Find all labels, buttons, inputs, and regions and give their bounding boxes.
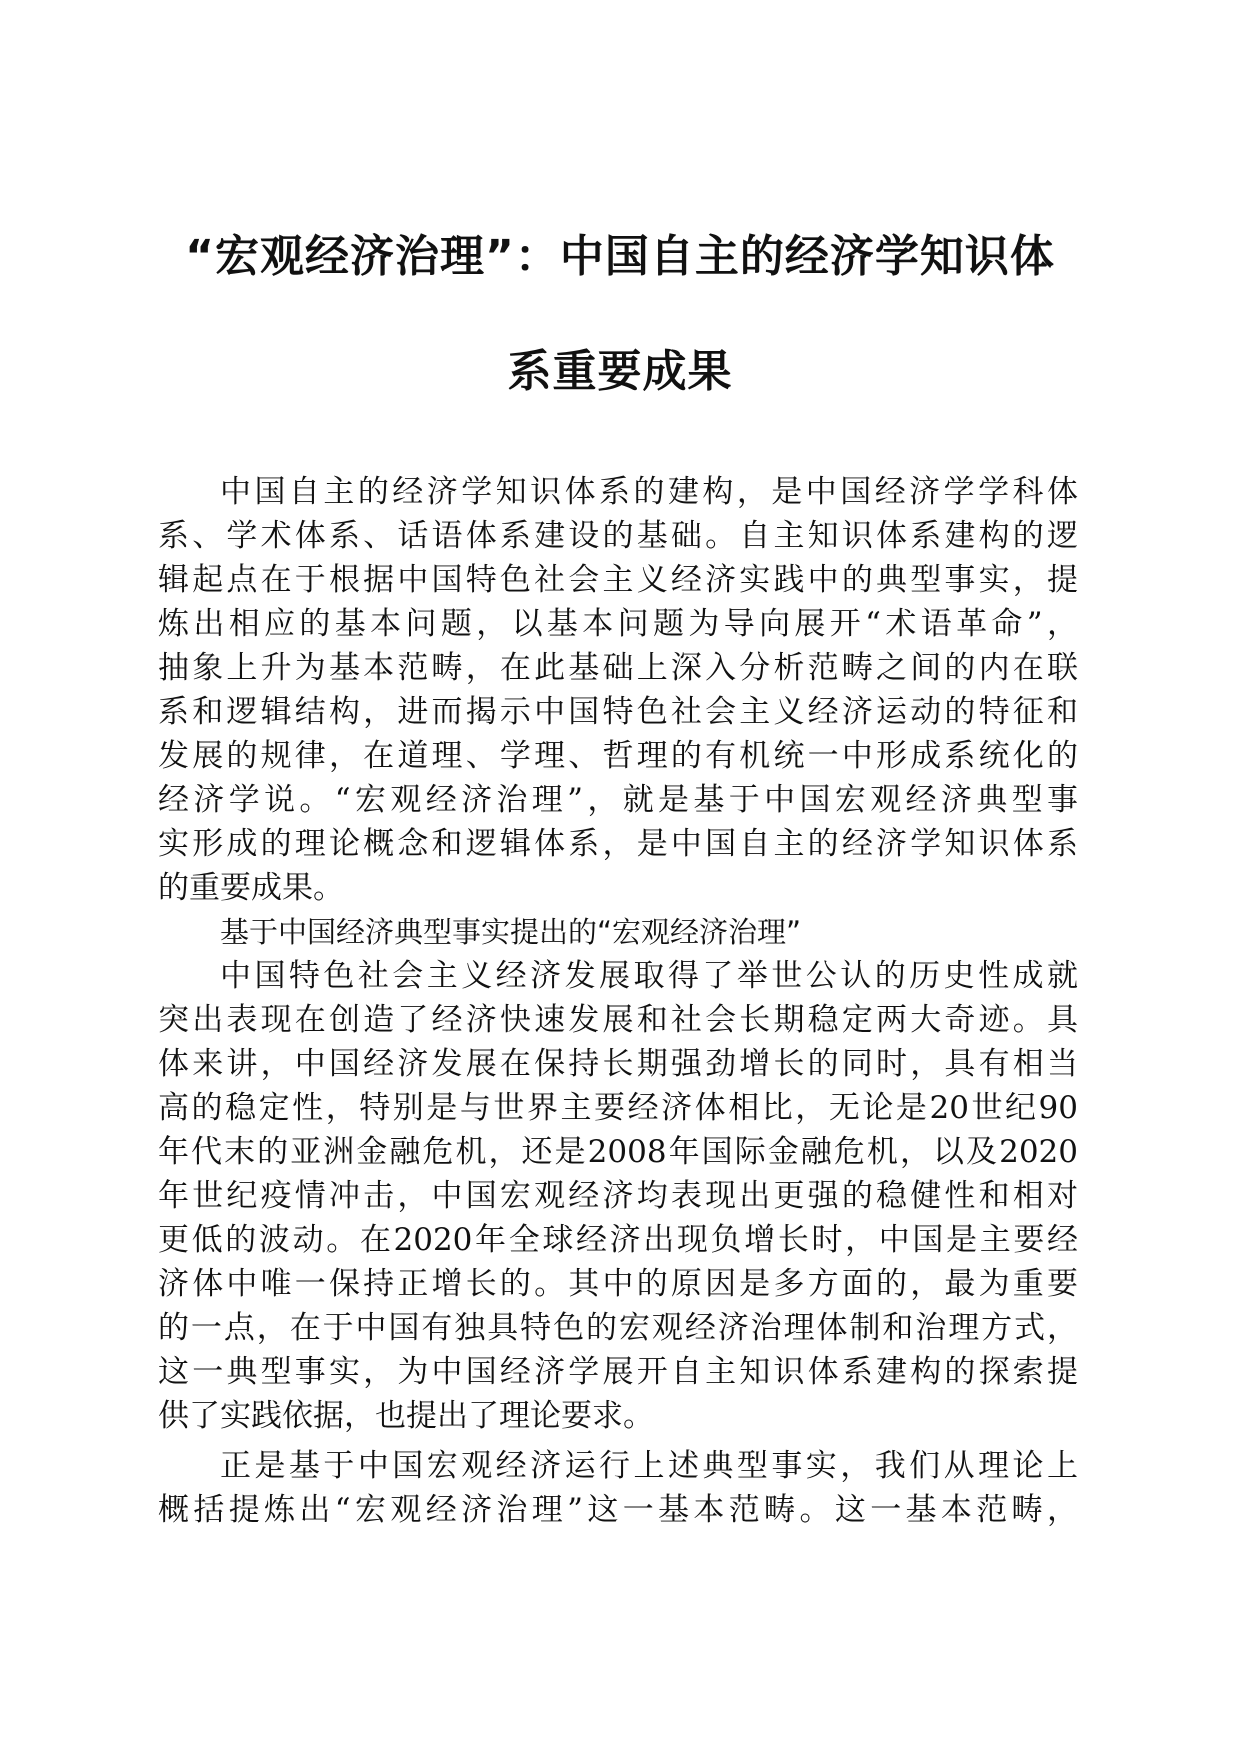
document-title-line-2: 系重要成果 (507, 346, 733, 397)
paragraph-line: 中国特色社会主义经济发展取得了举世公认的历史性成就 (220, 958, 1078, 994)
paragraph-line: 的重要成果。 (158, 870, 344, 906)
paragraph-line: 更低的波动。在2020年全球经济出现负增长时，中国是主要经 (158, 1222, 1078, 1258)
paragraph-line: 年世纪疫情冲击，中国宏观经济均表现出更强的稳健性和相对 (158, 1178, 1078, 1214)
document-title-line-1: “宏观经济治理”：中国自主的经济学知识体 (185, 231, 1055, 282)
paragraph-line: 辑起点在于根据中国特色社会主义经济实践中的典型事实，提 (158, 562, 1078, 598)
paragraph-line: 的一点，在于中国有独具特色的宏观经济治理体制和治理方式， (158, 1310, 1078, 1346)
paragraph-line: 发展的规律，在道理、学理、哲理的有机统一中形成系统化的 (158, 738, 1078, 774)
paragraph-line: 抽象上升为基本范畴，在此基础上深入分析范畴之间的内在联 (158, 650, 1078, 686)
document-body (158, 470, 1078, 1532)
paragraph-line: 中国自主的经济学知识体系的建构，是中国经济学学科体 (220, 474, 1078, 510)
section-heading: 基于中国经济典型事实提出的“宏观经济治理” (220, 915, 802, 949)
paragraph-3 (158, 1444, 1078, 1532)
paragraph-line: 突出表现在创造了经济快速发展和社会长期稳定两大奇迹。具 (158, 1002, 1078, 1038)
paragraph-line: 供了实践依据，也提出了理论要求。 (158, 1398, 654, 1434)
paragraph-2 (158, 954, 1078, 1438)
paragraph-line: 实形成的理论概念和逻辑体系，是中国自主的经济学知识体系 (158, 826, 1078, 862)
paragraph-line: 系和逻辑结构，进而揭示中国特色社会主义经济运动的特征和 (158, 694, 1078, 730)
paragraph-line: 概括提炼出“宏观经济治理”这一基本范畴。这一基本范畴， (158, 1492, 1078, 1528)
paragraph-line: 这一典型事实，为中国经济学展开自主知识体系建构的探索提 (158, 1354, 1078, 1390)
paragraph-line: 炼出相应的基本问题，以基本问题为导向展开“术语革命”， (158, 606, 1078, 642)
paragraph-1 (158, 470, 1078, 910)
paragraph-line: 正是基于中国宏观经济运行上述典型事实，我们从理论上 (220, 1448, 1078, 1484)
paragraph-line: 体来讲，中国经济发展在保持长期强劲增长的同时，具有相当 (158, 1046, 1078, 1082)
paragraph-line: 经济学说。“宏观经济治理”，就是基于中国宏观经济典型事 (158, 782, 1078, 818)
paragraph-line: 年代末的亚洲金融危机，还是2008年国际金融危机，以及2020 (158, 1134, 1078, 1170)
paragraph-line: 高的稳定性，特别是与世界主要经济体相比，无论是20世纪90 (158, 1090, 1078, 1126)
paragraph-line: 济体中唯一保持正增长的。其中的原因是多方面的，最为重要 (158, 1266, 1078, 1302)
paragraph-line: 系、学术体系、话语体系建设的基础。自主知识体系建构的逻 (158, 518, 1078, 554)
